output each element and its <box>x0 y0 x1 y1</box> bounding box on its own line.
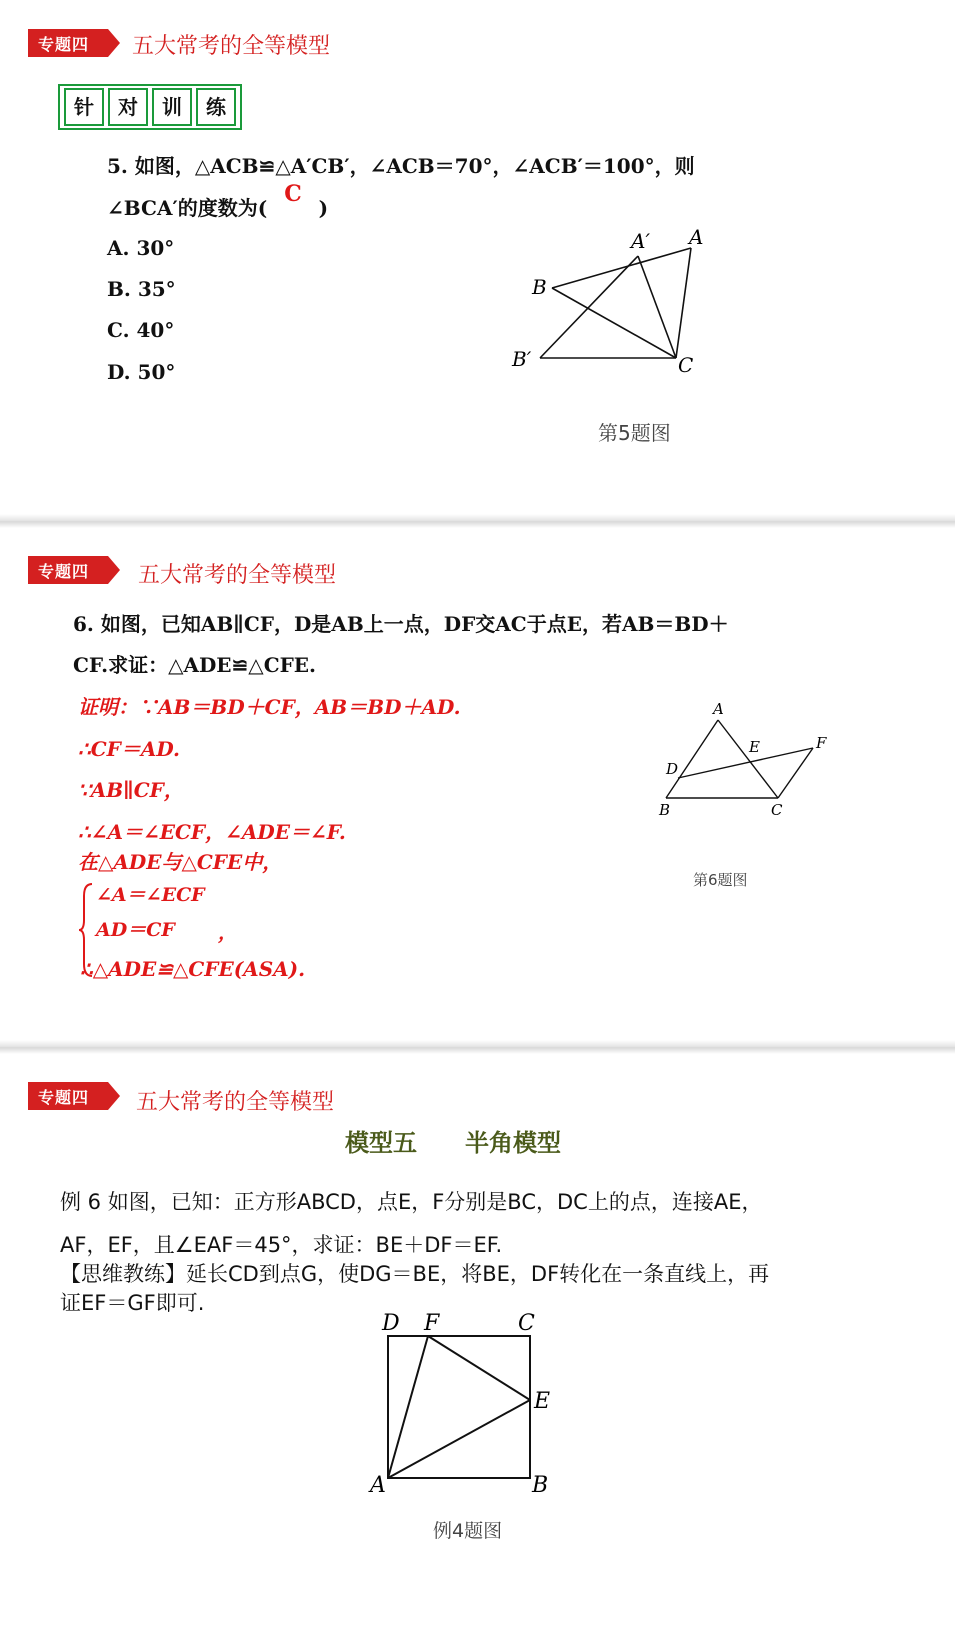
drill-char: 练 <box>196 88 236 126</box>
drill-char: 训 <box>152 88 192 126</box>
label-e: E <box>749 738 760 756</box>
topic-title: 五大常考的全等模型 <box>138 563 337 588</box>
topic-tag <box>28 29 120 57</box>
drill-banner <box>58 84 242 130</box>
proof-line-2: ∴CF＝AD. <box>78 737 180 761</box>
label-b-prime: B′ <box>512 347 532 371</box>
option-c: C. 40° <box>107 318 175 342</box>
hint-line-1: 【思维教练】延长CD到点G，使DG＝BE，将BE，DF转化在一条直线上，再 <box>60 1262 770 1286</box>
figure-example-caption: 例4题图 <box>433 1520 503 1542</box>
model-heading: 模型五 半角模型 <box>345 1129 561 1157</box>
option-a: A. 30° <box>107 236 175 260</box>
proof-brace-comma: ， <box>218 922 238 944</box>
label-a: A <box>370 1473 386 1498</box>
figure-q5-caption: 第5题图 <box>598 421 671 445</box>
hint-line-2: 证EF＝GF即可. <box>60 1291 205 1315</box>
question-6-line1: 6. 如图，已知AB∥CF，D是AB上一点，DF交AC于点E，若AB＝BD＋ <box>73 612 729 636</box>
question-5-stem: ∠BCA′的度数为( <box>107 196 268 220</box>
label-a-prime: A′ <box>631 229 650 253</box>
answer-mark: C <box>284 181 302 207</box>
label-f: F <box>816 734 827 752</box>
page-separator <box>0 514 955 528</box>
figure-example <box>360 1312 560 1502</box>
label-c: C <box>771 801 783 819</box>
proof-brace-line-2: AD＝CF <box>96 919 175 941</box>
proof-line-1: 证明：∵AB＝BD＋CF，AB＝BD＋AD. <box>78 695 461 719</box>
section-3 <box>0 1054 955 1626</box>
label-d: D <box>666 760 679 778</box>
proof-line-5: 在△ADE与△CFE中， <box>78 850 283 874</box>
figure-q6 <box>650 698 850 828</box>
topic-tag <box>28 556 120 584</box>
section-2 <box>0 528 955 1040</box>
label-c: C <box>678 353 694 377</box>
option-d: D. 50° <box>107 360 176 384</box>
label-b: B <box>532 275 547 299</box>
figure-q5 <box>500 220 730 390</box>
label-e: E <box>534 1389 551 1414</box>
label-c: C <box>518 1312 535 1336</box>
label-f: F <box>424 1312 440 1336</box>
option-b: B. 35° <box>107 277 176 301</box>
proof-brace-line-1: ∠A＝∠ECF <box>96 884 205 906</box>
topic-title: 五大常考的全等模型 <box>132 34 331 59</box>
question-5-line2 <box>107 181 329 221</box>
tag-label: 专题四 <box>38 1088 90 1107</box>
question-5-paren-close: ) <box>318 196 329 220</box>
drill-char: 针 <box>64 88 104 126</box>
page-separator <box>0 1040 955 1054</box>
label-a: A <box>713 700 724 718</box>
label-b: B <box>532 1473 549 1498</box>
topic-title: 五大常考的全等模型 <box>136 1090 335 1115</box>
proof-conclusion: ∴△ADE≌△CFE(ASA). <box>80 957 306 981</box>
topic-tag <box>28 1082 120 1110</box>
label-d: D <box>382 1312 400 1336</box>
figure-q6-caption: 第6题图 <box>693 871 748 889</box>
label-b: B <box>659 801 671 819</box>
label-a: A <box>689 225 704 249</box>
proof-line-4: ∴∠A＝∠ECF，∠ADE＝∠F. <box>78 820 346 844</box>
example-line-2: AF，EF，且∠EAF＝45°，求证：BE＋DF＝EF. <box>60 1233 503 1257</box>
question-6-line2: CF.求证：△ADE≌△CFE. <box>73 653 317 677</box>
tag-label: 专题四 <box>38 562 90 581</box>
proof-line-3: ∵AB∥CF， <box>78 778 184 802</box>
section-1 <box>0 0 955 516</box>
drill-char: 对 <box>108 88 148 126</box>
example-line-1: 例 6 如图，已知：正方形ABCD，点E，F分别是BC，DC上的点，连接AE， <box>60 1190 763 1214</box>
question-5-line1: 5. 如图，△ACB≌△A′CB′，∠ACB＝70°，∠ACB′＝100°，则 <box>107 154 695 178</box>
tag-label: 专题四 <box>38 35 90 54</box>
